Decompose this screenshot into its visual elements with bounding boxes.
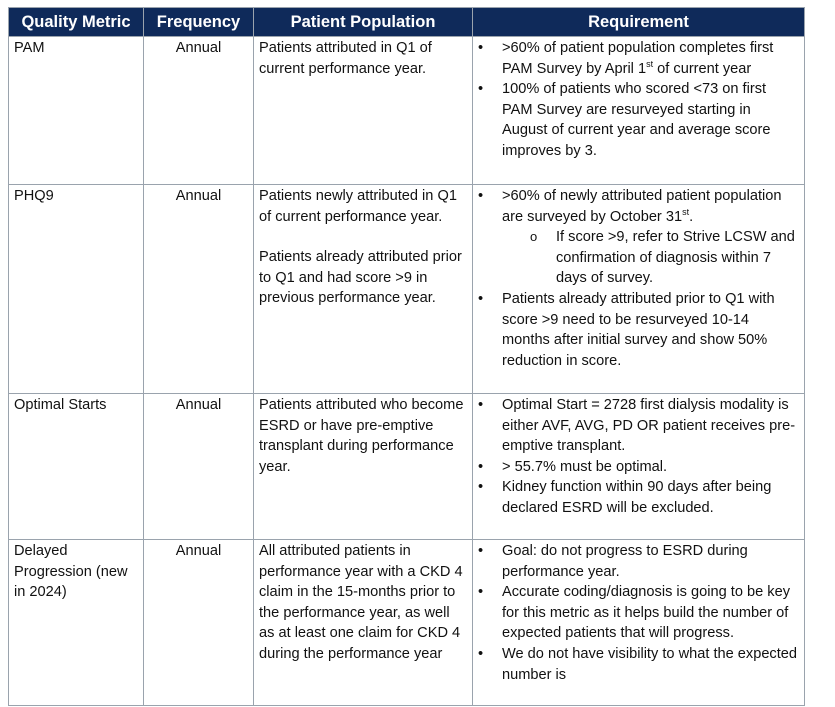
sub-requirement-item: o If score >9, refer to Strive LCSW and confirmation of diagnosis within 7 days of survey. <box>502 227 799 289</box>
population-cell <box>254 37 473 185</box>
ordinal-suffix: st <box>682 206 690 217</box>
requirement-text: >60% of newly attributed patient population are surveyed by October 31 <box>502 188 782 225</box>
table-row-pam <box>9 37 805 185</box>
requirement-item <box>478 582 799 644</box>
requirement-text: > 55.7% must be optimal. <box>502 458 668 475</box>
quality-metrics-table <box>8 7 805 706</box>
population-text: All attributed patients in performance year with a CKD 4 claim in the 15-months prior to the performance year, as well as at least one claim for CKD 4 during the performance year <box>259 543 463 662</box>
header-row <box>9 8 805 37</box>
header-frequency: Frequency <box>144 8 254 37</box>
header-requirement: Requirement <box>473 8 805 37</box>
requirement-text: Goal: do not progress to ESRD during performance year. <box>502 543 748 580</box>
frequency-cell: Annual <box>144 540 254 706</box>
requirement-item <box>478 395 799 457</box>
ordinal-suffix: st <box>646 58 654 69</box>
requirement-item <box>478 541 799 582</box>
frequency-cell: Annual <box>144 185 254 394</box>
requirement-cell <box>473 394 805 540</box>
header-patient-population: Patient Population <box>254 8 473 37</box>
requirement-list <box>478 186 799 371</box>
requirement-text-cont: of current year <box>653 60 752 77</box>
requirement-text: Accurate coding/diagnosis is going to be key for this metric as it helps build the number of expected patients that will progress. <box>502 584 790 642</box>
table-row-delayed-progression <box>9 540 805 706</box>
requirement-text: 100% of patients who scored <73 on first PAM Survey are resurveyed starting in August of current year and average score improves by 3. <box>502 81 771 159</box>
requirement-item <box>478 79 799 161</box>
header-quality-metric: Quality Metric <box>9 8 144 37</box>
population-cell <box>254 540 473 706</box>
requirement-item <box>478 38 799 79</box>
requirement-item <box>478 186 799 289</box>
table-row-phq9 <box>9 185 805 394</box>
population-cell <box>254 394 473 540</box>
sub-requirement-list <box>502 227 799 289</box>
metric-cell: PHQ9 <box>9 185 144 394</box>
requirement-text-cont: . <box>689 208 694 225</box>
requirement-text: We do not have visibility to what the expected number is <box>502 645 798 683</box>
requirement-list <box>478 38 799 162</box>
population-text: Patients already attributed prior to Q1 and had score >9 in previous performance year. <box>259 249 462 307</box>
requirement-item <box>478 289 799 371</box>
population-text: Patients attributed who become ESRD or have pre-emptive transplant during performance year. <box>259 397 464 475</box>
requirement-item <box>478 457 799 478</box>
requirement-text: Optimal Start = 2728 first dialysis modality is either AVF, AVG, PD OR patient receives pre-emptive transplant. <box>502 397 796 455</box>
requirement-cell <box>473 540 805 706</box>
metric-cell: PAM <box>9 37 144 185</box>
population-text: Patients newly attributed in Q1 of current performance year. <box>259 188 457 225</box>
frequency-cell: Annual <box>144 394 254 540</box>
frequency-cell: Annual <box>144 37 254 185</box>
requirement-text: >60% of patient population completes first PAM Survey by April 1 <box>502 40 774 77</box>
requirement-text: Patients already attributed prior to Q1 with score >9 need to be resurveyed 10-14 months after initial survey and show 50% reduction in score. <box>502 290 775 369</box>
metric-cell: Optimal Starts <box>9 394 144 540</box>
requirement-list <box>478 541 799 685</box>
requirement-item <box>478 477 799 518</box>
population-text: Patients attributed in Q1 of current performance year. <box>259 40 432 77</box>
requirement-cell <box>473 37 805 185</box>
requirement-text: Kidney function within 90 days after being declared ESRD will be excluded. <box>502 479 772 516</box>
requirement-item <box>478 644 799 685</box>
requirement-list <box>478 395 799 519</box>
table-row-optimal-starts <box>9 394 805 540</box>
requirement-cell <box>473 185 805 394</box>
population-cell <box>254 185 473 394</box>
metric-cell: Delayed Progression (new in 2024) <box>9 540 144 706</box>
